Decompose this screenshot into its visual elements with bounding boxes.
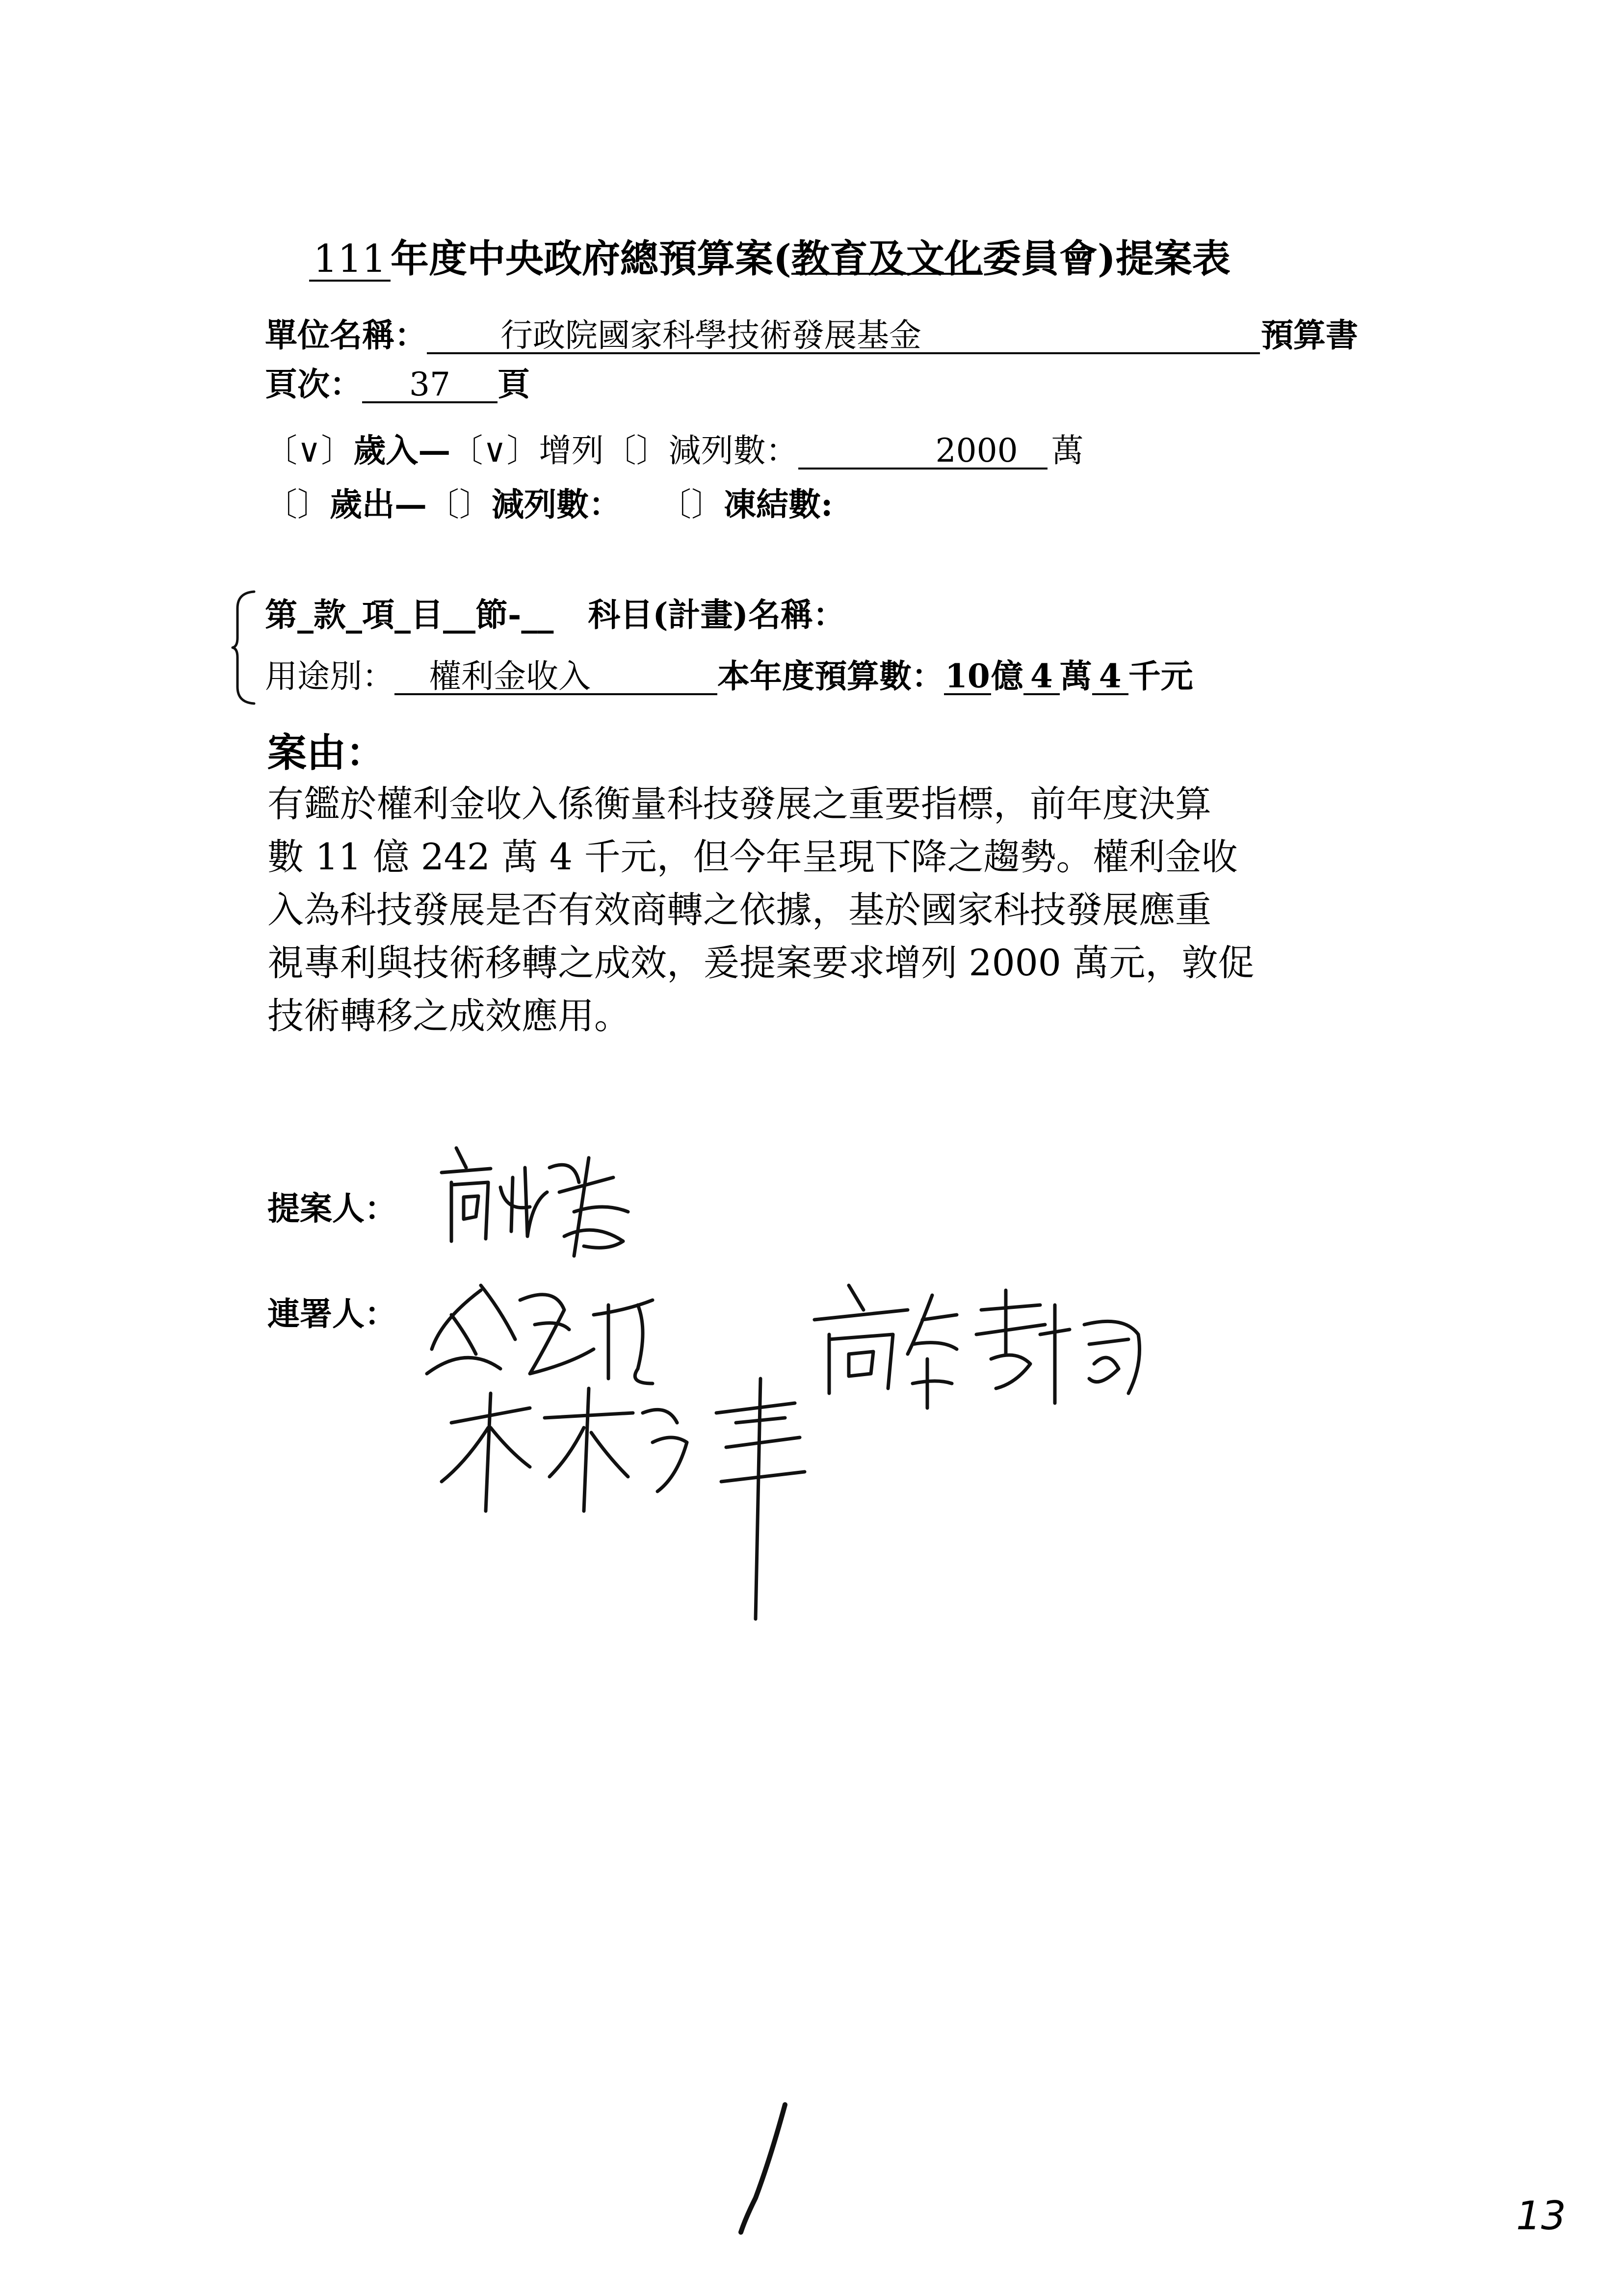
- purpose-value: 權利金收入: [394, 659, 717, 695]
- reason-line: 有鑑於權利金收入係衡量科技發展之重要指標，前年度決算: [267, 783, 1211, 825]
- title-post: 委員會)提案表: [982, 236, 1231, 281]
- budget-billion: 10: [945, 657, 990, 695]
- subject-row-1: [265, 589, 845, 635]
- document-title: [309, 228, 1231, 283]
- subject-name-label: 科目(計畫)名稱：: [588, 596, 845, 634]
- reason-line: 視專利與技術移轉之成效，爰提案要求增列 2000 萬元，敦促: [267, 942, 1255, 984]
- cosigner-label: 連署人：: [267, 1295, 397, 1333]
- reason-line: 數 11 億 242 萬 4 千元，但今年呈現下降之趨勢。權利金收: [267, 836, 1238, 878]
- budget-amount-label: 本年度預算數：: [717, 657, 944, 695]
- reason-heading: 案由：: [267, 730, 385, 776]
- subject-sections: 第_款_項_目__節-__: [265, 596, 554, 634]
- revenue-label: 歲入—: [353, 431, 451, 470]
- unit-row: [265, 309, 1260, 356]
- revenue-amount: 2000: [798, 434, 1048, 470]
- budget-thousand: 4: [1092, 659, 1128, 695]
- budget-book-label: 預算書: [1261, 316, 1358, 354]
- tally-mark: [716, 2095, 814, 2242]
- footer-page-mark: 13: [1516, 2193, 1566, 2239]
- subject-row-2: [265, 650, 1193, 697]
- expenditure-decrease: 減列數：: [492, 485, 621, 523]
- purpose-label: 用途別：: [265, 657, 394, 695]
- revenue-unit: 萬: [1051, 432, 1084, 470]
- proposer-signature: [427, 1138, 662, 1266]
- unit-label: 單位名稱：: [265, 316, 427, 354]
- reason-line: 技術轉移之成效應用。: [267, 995, 630, 1037]
- revenue-check-1: 〔∨〕: [265, 432, 354, 470]
- title-year: 111: [309, 239, 391, 282]
- revenue-check-3: 〔〕: [603, 432, 669, 470]
- cosigner-signatures: [422, 1266, 1158, 1639]
- expenditure-label: 歲出—: [330, 485, 427, 523]
- revenue-increase: 增列: [539, 432, 604, 470]
- expenditure-freeze: 凍結數:: [724, 485, 833, 523]
- page-unit: 頁: [498, 365, 530, 403]
- revenue-check-2: 〔∨〕: [450, 432, 539, 470]
- expenditure-check-3: 〔〕: [675, 486, 724, 523]
- reason-body: [267, 778, 1411, 1043]
- expenditure-row: [265, 478, 833, 525]
- reason-line: 入為科技發展是否有效商轉之依據，基於國家科技發展應重: [267, 889, 1211, 931]
- revenue-row: [265, 424, 1084, 471]
- subject-bracket: [231, 589, 260, 706]
- expenditure-check-1: 〔〕: [265, 486, 330, 523]
- budget-billion-unit: 億: [991, 657, 1023, 695]
- page-row: [265, 358, 530, 405]
- expenditure-check-2: 〔〕: [427, 486, 492, 523]
- unit-name: 行政院國家科學技術發展基金: [427, 318, 1260, 354]
- title-pre: 年度中央政府總預算案(: [391, 236, 791, 281]
- title-committee: 教育及文化: [791, 236, 983, 281]
- revenue-decrease: 減列數：: [668, 432, 798, 470]
- page-label: 頁次：: [265, 365, 362, 403]
- page-value: 37: [362, 367, 498, 403]
- budget-wan: 4: [1023, 659, 1060, 695]
- budget-wan-unit: 萬: [1059, 657, 1092, 695]
- proposer-label: 提案人：: [267, 1189, 397, 1227]
- budget-thousand-unit: 千元: [1128, 657, 1193, 695]
